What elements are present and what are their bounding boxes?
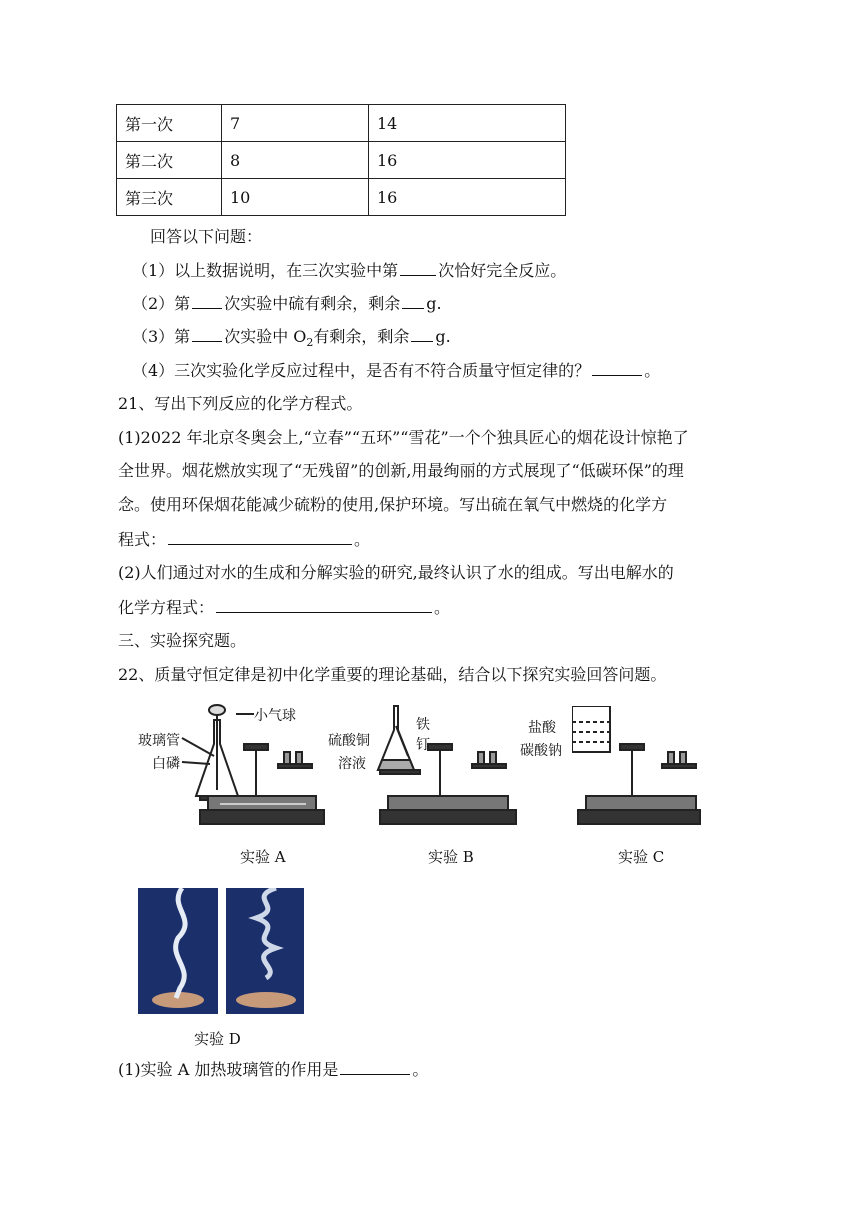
label-glass-tube: 玻璃管 xyxy=(138,733,180,749)
q20-part3-text: （3）第 xyxy=(132,327,191,346)
section-title: 三、实验探究题。 xyxy=(118,631,247,650)
q20-part4-text: （4）三次实验化学反应过程中，是否有不符合质量守恒定律的？ xyxy=(132,361,591,380)
answer-blank[interactable] xyxy=(400,259,436,276)
q21-p2-line1: (2)人们通过对水的生成和分解实验的研究,最终认识了水的组成。写出电解水的 xyxy=(118,563,674,582)
results-table xyxy=(116,104,566,216)
table-cell: 第三次 xyxy=(117,179,222,216)
q21-p1-label: 程式： xyxy=(118,530,167,549)
label-solution: 溶液 xyxy=(338,756,366,772)
table-cell: 14 xyxy=(369,105,566,142)
q20-part1 xyxy=(132,259,566,282)
label-white-phosphorus: 白磷 xyxy=(152,756,180,772)
q22-part1 xyxy=(118,1058,428,1081)
experiment-d-photo-1 xyxy=(138,888,218,1014)
table-cell: 8 xyxy=(222,142,369,179)
table-row xyxy=(117,179,566,216)
q20-part1-text: （1）以上数据说明，在三次实验中第 xyxy=(132,261,399,280)
q20-part2-text: （2）第 xyxy=(132,294,191,313)
q20-part3-unit: g. xyxy=(435,327,451,346)
label-balloon: 小气球 xyxy=(254,708,296,724)
q20-part2-unit: g. xyxy=(426,294,442,313)
table-cell: 第一次 xyxy=(117,105,222,142)
q21-title: 21、写出下列反应的化学方程式。 xyxy=(118,394,363,413)
table-cell: 16 xyxy=(369,179,566,216)
table-cell: 16 xyxy=(369,142,566,179)
table-row xyxy=(117,105,566,142)
q22-part1-end: 。 xyxy=(412,1060,429,1079)
q20-part3-text-mid: 次实验中 O xyxy=(224,327,307,346)
q21-p2-end: 。 xyxy=(434,598,451,617)
label-copper-sulfate: 硫酸铜 xyxy=(328,733,370,749)
table-cell: 第二次 xyxy=(117,142,222,179)
q21-p2-label: 化学方程式： xyxy=(118,598,215,617)
experiment-c-diagram xyxy=(572,706,702,830)
q20-part4-end: 。 xyxy=(644,361,661,380)
answer-blank[interactable] xyxy=(192,325,222,342)
q20-part3 xyxy=(132,325,451,354)
q21-p1-end: 。 xyxy=(354,530,371,549)
label-hydrochloric-acid: 盐酸 xyxy=(528,720,556,736)
answer-blank[interactable] xyxy=(168,528,352,545)
q21-p1-line1: (1)2022 年北京冬奥会上,“立春”“五环”“雪花”一个个独具匠心的烟花设计惊艳了 xyxy=(118,428,689,447)
caption-experiment-d: 实验 D xyxy=(194,1030,241,1048)
experiment-b-diagram xyxy=(374,700,524,830)
q22-title: 22、质量守恒定律是初中化学重要的理论基础，结合以下探究实验回答问题。 xyxy=(118,665,667,684)
q21-p1-line3: 念。使用环保烟花能减少硫粉的使用,保护环境。写出硫在氧气中燃烧的化学方 xyxy=(118,495,668,514)
q20-part4 xyxy=(132,359,660,382)
caption-experiment-a: 实验 A xyxy=(240,848,286,866)
q20-part3-text-mid2: 有剩余，剩余 xyxy=(313,327,410,346)
q20-intro: 回答以下问题： xyxy=(150,227,263,246)
table-row xyxy=(117,142,566,179)
label-iron: 铁 xyxy=(416,717,430,733)
answer-blank[interactable] xyxy=(216,596,432,613)
answer-blank[interactable] xyxy=(340,1058,410,1075)
q21-p1-line2: 全世界。烟花燃放实现了“无残留”的创新,用最绚丽的方式展现了“低碳环保”的理 xyxy=(118,461,684,480)
answer-blank[interactable] xyxy=(192,292,222,309)
table-cell: 10 xyxy=(222,179,369,216)
q21-p1-line4 xyxy=(118,528,370,551)
answer-blank[interactable] xyxy=(592,359,642,376)
table-cell: 7 xyxy=(222,105,369,142)
subscript: 2 xyxy=(306,336,314,350)
answer-blank[interactable] xyxy=(402,292,424,309)
label-nail: 钉 xyxy=(416,737,430,753)
experiment-d-photo-2 xyxy=(226,888,304,1014)
q20-part2 xyxy=(132,292,442,315)
q21-p2-line2 xyxy=(118,596,450,619)
caption-experiment-b: 实验 B xyxy=(428,848,474,866)
q20-part2-text-mid: 次实验中硫有剩余，剩余 xyxy=(224,294,401,313)
label-sodium-carbonate: 碳酸钠 xyxy=(520,743,562,759)
answer-blank[interactable] xyxy=(411,325,433,342)
q22-part1-text: (1)实验 A 加热玻璃管的作用是 xyxy=(118,1060,339,1079)
q20-part1-text-end: 次恰好完全反应。 xyxy=(438,261,567,280)
caption-experiment-c: 实验 C xyxy=(618,848,665,866)
